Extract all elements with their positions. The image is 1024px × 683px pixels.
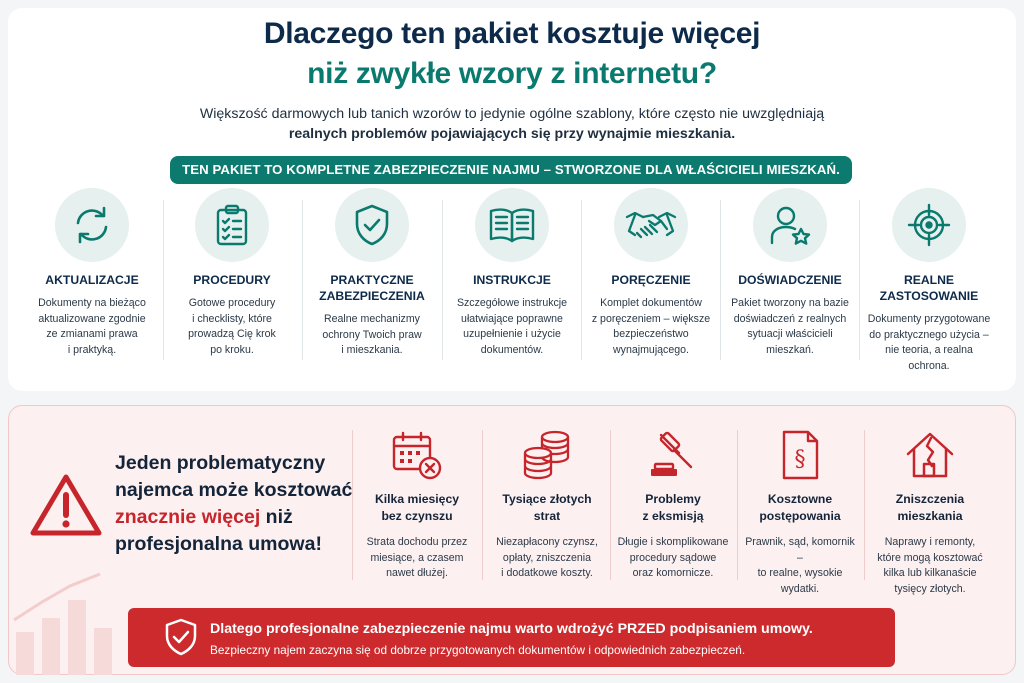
feature-desc: Realne mechanizmy ochrony Twoich praw i mieszkania. [322, 313, 422, 356]
page-title-highlight: niż zwykłe wzory z internetu? [307, 57, 717, 90]
divider [482, 430, 483, 580]
gavel-icon [614, 427, 732, 483]
callout-subtitle: Bezpieczny najem zaczyna się od dobrze przygotowanych dokumentów i odpowiednich zabezpieczeń. [210, 643, 746, 657]
feature-aktualizacje [23, 188, 161, 358]
coins-icon [488, 427, 606, 483]
page-title: Dlaczego ten pakiet kosztuje więcej [263, 17, 761, 50]
feature-desc: Komplet dokumentów z poręczeniem – większe bezpieczeństwo wynajmującego. [591, 297, 711, 356]
shield-check-icon [164, 618, 198, 656]
feature-doswiadczenie [721, 188, 859, 358]
feature-title: DOŚWIADCZENIE [738, 273, 842, 287]
target-icon [892, 188, 966, 262]
risk-highlight: znacznie więcej [115, 506, 261, 528]
feature-title: INSTRUKCJE [473, 273, 551, 287]
callout-title: Dlatego profesjonalne zabezpieczenie najmu warto wdrożyć PRZED podpisaniem umowy. [210, 621, 813, 637]
risk-losses [488, 427, 606, 582]
damaged-house-icon [871, 427, 989, 483]
risk-title: Tysiące złotych strat [502, 492, 592, 523]
lead-text-bold: realnych problemów pojawiających się przy wynajmie mieszkania. [288, 126, 736, 142]
feature-desc: Dokumenty na bieżąco aktualizowane zgodnie ze zmianami prawa i praktyką. [38, 297, 146, 356]
calendar-x-icon [358, 427, 476, 483]
bar-chart-decoration-icon [12, 560, 122, 675]
risk-title: Problemy z eksmisją [642, 492, 704, 523]
feature-realne-zastosowanie [860, 188, 998, 374]
warning-icon [30, 473, 102, 537]
feature-title: PRAKTYCZNE ZABEZPIECZENIA [319, 273, 425, 303]
divider [610, 430, 611, 580]
feature-instrukcje [443, 188, 581, 358]
divider [737, 430, 738, 580]
feature-poreczenie [582, 188, 720, 358]
feature-procedury [163, 188, 301, 358]
legal-document-icon [741, 427, 859, 483]
handshake-icon [614, 188, 688, 262]
clipboard-checklist-icon [195, 188, 269, 262]
risk-proceedings [741, 427, 859, 597]
risk-headline: Jeden problematyczny najemca może kosztować znacznie więcej niż profesjonalna umowa! [115, 452, 353, 555]
shield-check-icon [335, 188, 409, 262]
risk-desc: Prawnik, sąd, komornik – to realne, wysokie wydatki. [745, 536, 855, 595]
feature-desc: Gotowe procedury i checklisty, które prowadzą Cię krok po kroku. [188, 297, 276, 356]
book-icon [475, 188, 549, 262]
risk-eviction [614, 427, 732, 582]
callout-banner [128, 608, 895, 667]
lead-text: Większość darmowych lub tanich wzorów to jedynie ogólne szablony, które często nie uwzględniają [199, 106, 825, 122]
svg-text:§: § [794, 447, 806, 472]
feature-title: AKTUALIZACJE [45, 273, 139, 287]
risk-no-rent [358, 427, 476, 582]
risk-damage [871, 427, 989, 597]
risk-title: Kosztowne postępowania [759, 492, 841, 523]
risk-title: Kilka miesięcy bez czynszu [374, 492, 459, 523]
feature-title: PROCEDURY [193, 273, 271, 287]
feature-desc: Dokumenty przygotowane do praktycznego użycia – nie teoria, a realna ochrona. [867, 313, 991, 372]
feature-desc: Pakiet tworzony na bazie doświadczeń z realnych sytuacji właścicieli mieszkań. [731, 297, 849, 356]
user-star-icon [753, 188, 827, 262]
risk-title: Zniszczenia mieszkania [895, 492, 965, 523]
risk-desc: Długie i skomplikowane procedury sądowe oraz komornicze. [617, 536, 729, 579]
refresh-icon [55, 188, 129, 262]
feature-desc: Szczegółowe instrukcje ułatwiające poprawne uzupełnienie i użycie dokumentów. [456, 297, 568, 356]
divider [864, 430, 865, 580]
feature-title: REALNE ZASTOSOWANIE [879, 273, 979, 303]
divider [352, 430, 353, 580]
feature-praktyczne-zabezpieczenia [303, 188, 441, 359]
risk-desc: Niezapłacony czynsz, opłaty, zniszczenia i dodatkowe koszty. [496, 536, 598, 579]
package-banner: TEN PAKIET TO KOMPLETNE ZABEZPIECZENIE NAJMU – STWORZONE DLA WŁAŚCICIELI MIESZKAŃ. [170, 156, 852, 184]
risk-desc: Strata dochodu przez miesiące, a czasem nawet dłużej. [366, 536, 468, 579]
feature-title: PORĘCZENIE [611, 273, 691, 287]
risk-desc: Naprawy i remonty, które mogą kosztować kilka lub kilkanaście tysięcy złotych. [877, 536, 983, 595]
